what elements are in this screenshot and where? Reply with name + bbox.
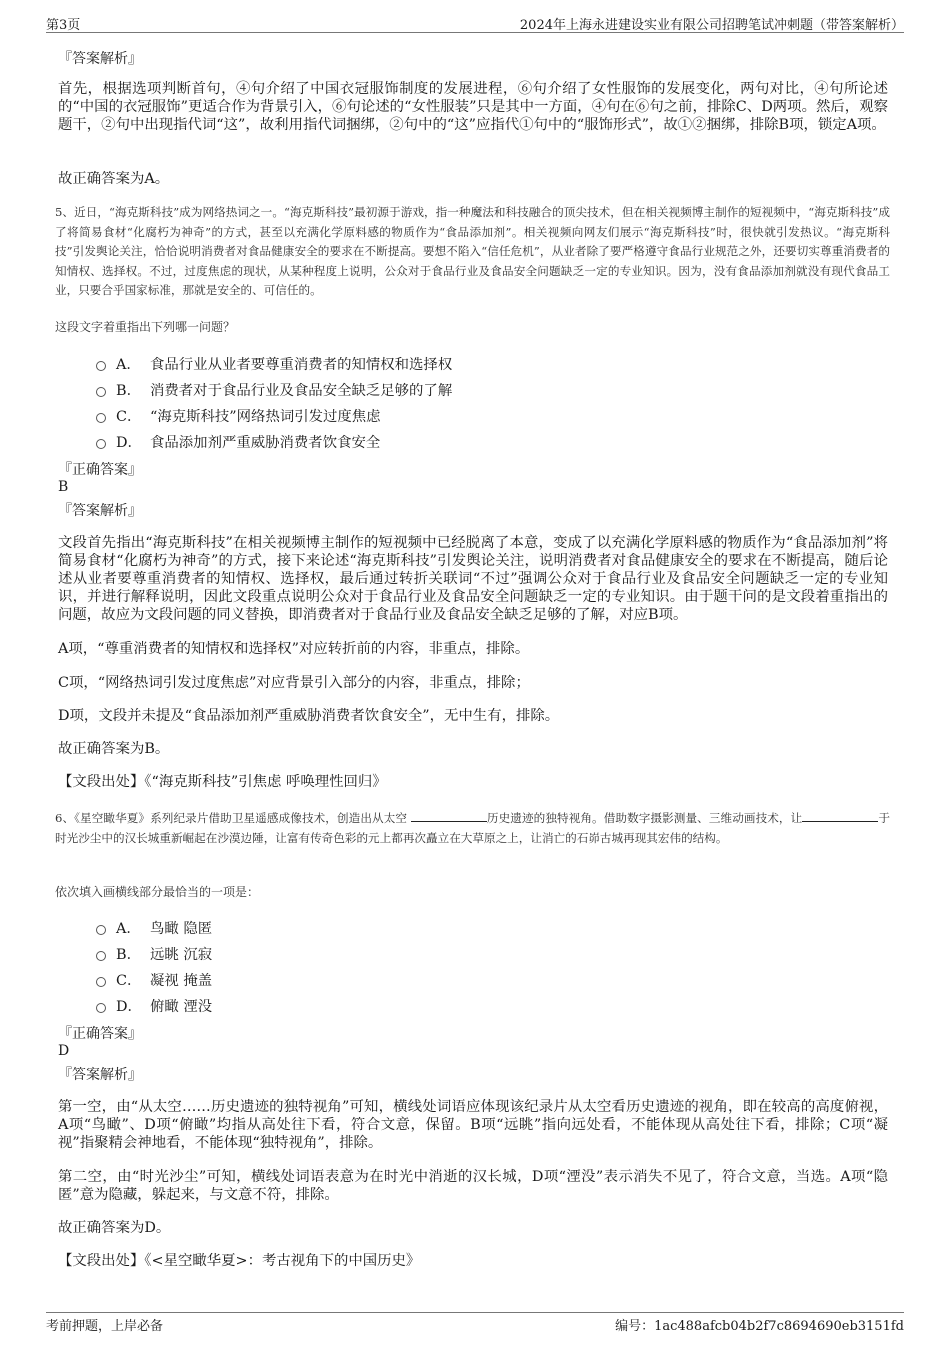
q6-stem-part2: 历史遗迹的独特视角。借助数字摄影测量、三维动画技术，让	[486, 811, 803, 825]
q5-prompt: 这段文字着重指出下列哪一问题？	[55, 320, 236, 334]
q6-answer: D	[58, 1043, 70, 1059]
q6-option-b[interactable]	[96, 940, 212, 966]
q4-analysis-text: 首先，根据选项判断首句，④句介绍了中国衣冠服饰制度的发展进程，⑥句介绍了女性服饰的发展变化，两句对比，④句所论述的“中国的衣冠服饰”更适合作为背景引入，⑥句论述的“女性服装”只是其中一方面，④句在⑥句之前，排除C、D两项。然后，观察题干，②句中出现指代词“这”，故利用指代词捆绑，②句中的“这”应指代①句中的“服饰形式”，故①②捆绑，排除B项，锁定A项。	[58, 81, 888, 133]
q5-analysis-c: C项，“网络热词引发过度焦虑”对应背景引入部分的内容，非重点，排除；	[58, 675, 530, 691]
option-text: 凝视 掩盖	[150, 972, 213, 989]
q6-stem	[55, 809, 890, 848]
q5-answer: B	[58, 479, 69, 495]
q6-stem-part1: 6、《星空瞰华夏》系列纪录片借助卫星遥感成像技术，创造出从太空	[55, 811, 411, 825]
option-text: 食品行业从业者要尊重消费者的知情权和选择权	[150, 356, 453, 373]
q5-stem: 5、近日，“海克斯科技”成为网络热词之一。“海克斯科技”最初源于游戏，指一种魔法和科技融合的顶尖技术，但在相关视频博主制作的短视频中，“海克斯科技”成了将简易食材“化腐朽为神奇”的方式，甚至以充满化学原料感的物质作为“食品添加剂”。相关视频向网友们展示“海克斯科技”时，很快就引发热议。“海克斯科技”引发舆论关注，恰恰说明消费者对食品健康安全的要求在不断提高。要想不陷入“信任危机”，从业者除了要严格遵守食品行业规范之外，还要切实尊重消费者的知情权、选择权。不过，过度焦虑的现状，从某种程度上说明，公众对于食品行业及食品安全问题缺乏一定的专业知识。因为，没有食品添加剂就没有现代食品工业，只要合乎国家标准，那就是安全的、可信任的。	[55, 205, 890, 297]
page-number: 第3页	[46, 18, 81, 33]
option-text: “海克斯科技”网络热词引发过度焦虑	[150, 408, 381, 425]
option-text: 俯瞰 湮没	[150, 998, 213, 1015]
q6-conclusion: 故正确答案为D。	[58, 1220, 171, 1236]
q5-source: 【文段出处】《“海克斯科技”引焦虑 呼唤理性回归》	[58, 774, 387, 790]
q6-option-a[interactable]	[96, 914, 212, 940]
q5-analysis-d: D项，文段并未提及“食品添加剂严重威胁消费者饮食安全”，无中生有，排除。	[58, 708, 560, 724]
option-text: 远眺 沉寂	[150, 946, 213, 963]
footer-slogan: 考前押题，上岸必备	[46, 1319, 164, 1334]
option-label: D．	[116, 998, 142, 1015]
option-label: C．	[116, 408, 142, 425]
q6-analysis-text: 第一空，由“从太空……历史遗迹的独特视角”可知，横线处词语应体现该纪录片从太空看历史遗迹的视角，即在较高的高度俯视，A项“鸟瞰”、D项“俯瞰”均指从高处往下看，符合文意，保留。B项“远眺”指向远处看，不能体现从高处往下看，排除；C项“凝视”指聚精会神地看，不能体现“独特视角”，排除。	[58, 1099, 888, 1151]
radio-icon[interactable]	[96, 925, 106, 935]
q6-prompt: 依次填入画横线部分最恰当的一项是：	[55, 885, 260, 899]
blank-line	[411, 811, 487, 822]
option-label: B．	[116, 946, 141, 963]
q6-analysis-tag: 『答案解析』	[58, 1067, 142, 1083]
blank-line	[802, 811, 878, 822]
radio-icon[interactable]	[96, 951, 106, 961]
q6-stem-part3: 于时光沙尘中的汉长城重新崛起在沙漠边陲，让富有传奇色彩的元上都再次矗立在大草原之上，让消亡的石峁古城再现其宏伟的结构。	[55, 811, 890, 845]
q5-answer-tag: 『正确答案』	[58, 462, 142, 478]
radio-icon[interactable]	[96, 387, 106, 397]
q6-answer-tag: 『正确答案』	[58, 1026, 142, 1042]
option-label: D．	[116, 434, 142, 451]
q5-option-a[interactable]	[96, 350, 452, 376]
radio-icon[interactable]	[96, 413, 106, 423]
radio-icon[interactable]	[96, 977, 106, 987]
q6-analysis-text-2: 第二空，由“时光沙尘”可知，横线处词语表意为在时光中消逝的汉长城，D项“湮没”表示消失不见了，符合文意，当选。A项“隐匿”意为隐藏，躲起来，与文意不符，排除。	[58, 1169, 888, 1203]
q5-option-c[interactable]	[96, 402, 452, 428]
option-text: 消费者对于食品行业及食品安全缺乏足够的了解	[150, 382, 453, 399]
radio-icon[interactable]	[96, 439, 106, 449]
q6-options	[96, 914, 212, 1018]
q4-analysis-tag: 『答案解析』	[58, 51, 142, 67]
q6-option-d[interactable]	[96, 992, 212, 1018]
option-label: B．	[116, 382, 141, 399]
q5-analysis-a: A项，“尊重消费者的知情权和选择权”对应转折前的内容，非重点，排除。	[58, 641, 530, 657]
page-header	[46, 12, 904, 33]
q5-options	[96, 350, 452, 454]
option-text: 鸟瞰 隐匿	[150, 920, 213, 937]
q5-conclusion: 故正确答案为B。	[58, 741, 170, 757]
option-text: 食品添加剂严重威胁消费者饮食安全	[150, 434, 381, 451]
q5-option-b[interactable]	[96, 376, 452, 402]
document-title: 2024年上海永进建设实业有限公司招聘笔试冲刺题（带答案解析）	[519, 18, 904, 33]
q6-option-c[interactable]	[96, 966, 212, 992]
option-label: A．	[116, 920, 141, 937]
q6-source: 【文段出处】《<星空瞰华夏>：考古视角下的中国历史》	[58, 1253, 421, 1269]
q5-analysis-tag: 『答案解析』	[58, 503, 142, 519]
radio-icon[interactable]	[96, 361, 106, 371]
document-id: 编号：1ac488afcb04b2f7c8694690eb3151fd	[615, 1319, 904, 1334]
q4-conclusion: 故正确答案为A。	[58, 171, 170, 187]
option-label: C．	[116, 972, 142, 989]
radio-icon[interactable]	[96, 1003, 106, 1013]
q5-option-d[interactable]	[96, 428, 452, 454]
option-label: A．	[116, 356, 141, 373]
page-footer	[46, 1312, 904, 1333]
q5-analysis-text: 文段首先指出“海克斯科技”在相关视频博主制作的短视频中已经脱离了本意，变成了以充满化学原料感的物质作为“食品添加剂”将简易食材“化腐朽为神奇”的方式，接下来论述“海克斯科技”引发舆论关注，说明消费者对食品健康安全的要求在不断提高，随后论述从业者要尊重消费者的知情权、选择权，最后通过转折关联词“不过”强调公众对于食品行业及食品安全问题缺乏一定的专业知识，并进行解释说明，因此文段重点说明公众对于食品行业及食品安全问题缺乏一定的专业知识。由于题干问的是文段着重指出的问题，故应为文段问题的同义替换，即消费者对于食品行业及食品安全缺乏足够的了解，对应B项。	[58, 535, 888, 623]
